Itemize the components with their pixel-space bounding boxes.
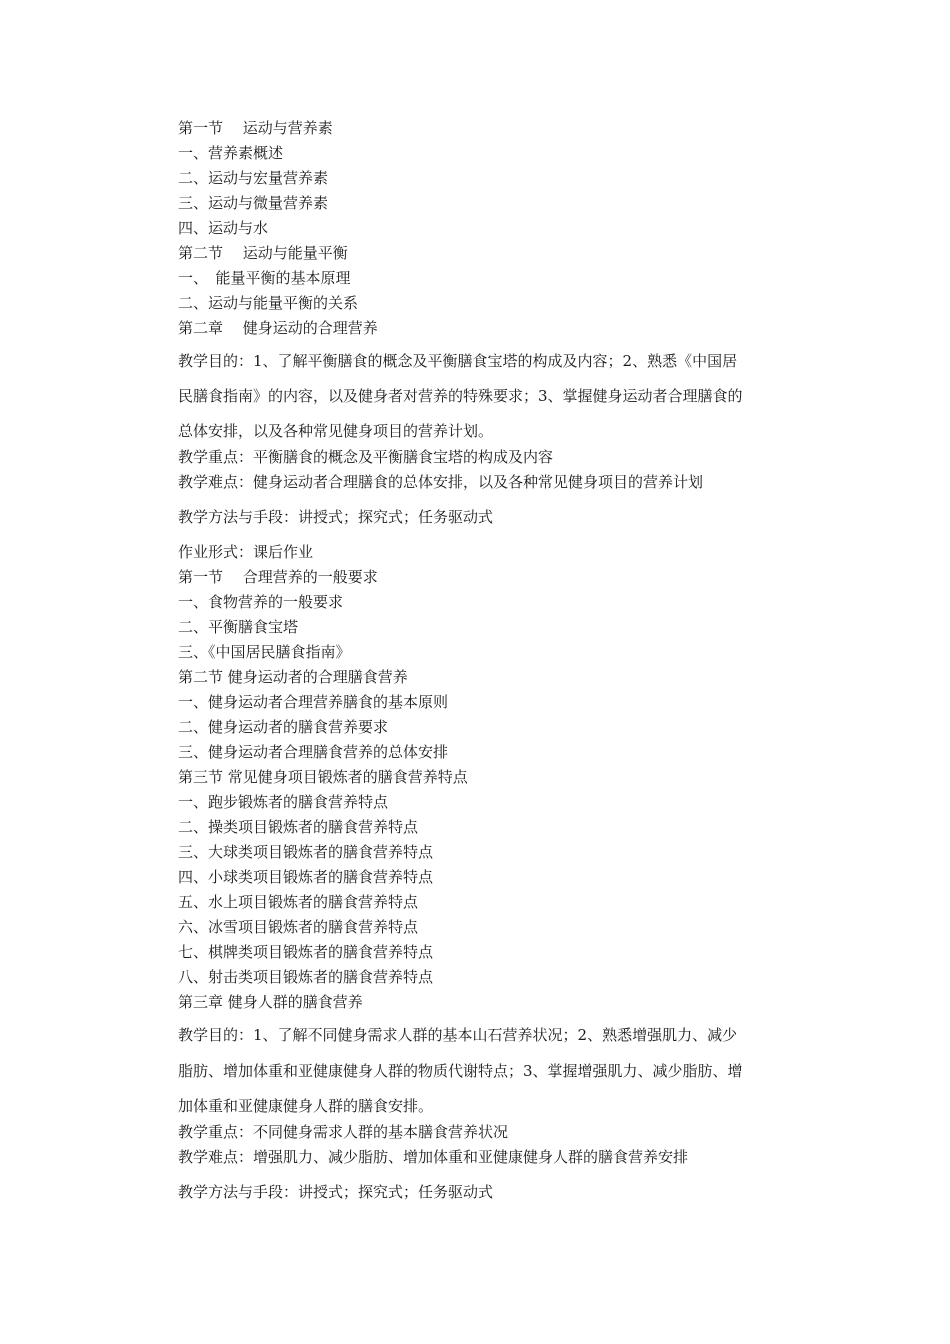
teaching-difficulties: 教学难点：增强肌力、减少脂肪、增加体重和亚健康健身人群的膳食营养安排	[178, 1148, 689, 1166]
list-item: 一、 能量平衡的基本原理	[178, 269, 351, 287]
list-item: 四、小球类项目锻炼者的膳食营养特点	[178, 868, 434, 886]
teaching-difficulties: 教学难点：健身运动者合理膳食的总体安排，以及各种常见健身项目的营养计划	[178, 473, 704, 491]
chapter-heading: 第三章 健身人群的膳食营养	[178, 993, 363, 1011]
list-item: 七、棋牌类项目锻炼者的膳食营养特点	[178, 943, 434, 961]
section-heading: 第一节 运动与营养素	[178, 119, 333, 137]
list-item: 四、运动与水	[178, 219, 269, 237]
list-item: 五、水上项目锻炼者的膳食营养特点	[178, 893, 419, 911]
list-item: 三、健身运动者合理膳食营养的总体安排	[178, 743, 449, 761]
list-item: 二、操类项目锻炼者的膳食营养特点	[178, 818, 419, 836]
list-item: 二、平衡膳食宝塔	[178, 618, 299, 636]
list-item: 一、营养素概述	[178, 144, 284, 162]
teaching-objective-line: 教学目的：1、了解平衡膳食的概念及平衡膳食宝塔的构成及内容；2、熟悉《中国居	[178, 352, 738, 370]
teaching-methods: 教学方法与手段：讲授式；探究式；任务驱动式	[178, 1183, 494, 1201]
homework-form: 作业形式：课后作业	[178, 543, 314, 561]
section-heading: 第二节 健身运动者的合理膳食营养	[178, 668, 408, 686]
list-item: 二、健身运动者的膳食营养要求	[178, 718, 389, 736]
list-item: 三、《中国居民膳食指南》	[178, 643, 351, 661]
list-item: 三、大球类项目锻炼者的膳食营养特点	[178, 843, 434, 861]
teaching-objective-line: 加体重和亚健康健身人群的膳食安排。	[178, 1097, 434, 1115]
list-item: 一、食物营养的一般要求	[178, 593, 344, 611]
teaching-objective-line: 教学目的：1、了解不同健身需求人群的基本山石营养状况；2、熟悉增强肌力、减少	[178, 1026, 738, 1044]
list-item: 二、运动与能量平衡的关系	[178, 294, 359, 312]
section-heading: 第一节 合理营养的一般要求	[178, 568, 378, 586]
list-item: 六、冰雪项目锻炼者的膳食营养特点	[178, 918, 419, 936]
section-heading: 第二节 运动与能量平衡	[178, 244, 348, 262]
teaching-methods: 教学方法与手段：讲授式；探究式；任务驱动式	[178, 508, 494, 526]
list-item: 八、射击类项目锻炼者的膳食营养特点	[178, 968, 434, 986]
list-item: 三、运动与微量营养素	[178, 194, 329, 212]
teaching-objective-line: 民膳食指南》的内容，以及健身者对营养的特殊要求；3、掌握健身运动者合理膳食的	[178, 387, 743, 405]
list-item: 一、跑步锻炼者的膳食营养特点	[178, 793, 389, 811]
list-item: 一、健身运动者合理营养膳食的基本原则	[178, 693, 449, 711]
teaching-key-points: 教学重点：不同健身需求人群的基本膳食营养状况	[178, 1123, 509, 1141]
teaching-objective-line: 脂肪、增加体重和亚健康健身人群的物质代谢特点；3、掌握增强肌力、减少脂肪、增	[178, 1062, 743, 1080]
teaching-objective-line: 总体安排，以及各种常见健身项目的营养计划。	[178, 422, 494, 440]
section-heading: 第三节 常见健身项目锻炼者的膳食营养特点	[178, 768, 468, 786]
list-item: 二、运动与宏量营养素	[178, 169, 329, 187]
chapter-heading: 第二章 健身运动的合理营养	[178, 319, 378, 337]
teaching-key-points: 教学重点：平衡膳食的概念及平衡膳食宝塔的构成及内容	[178, 448, 554, 466]
